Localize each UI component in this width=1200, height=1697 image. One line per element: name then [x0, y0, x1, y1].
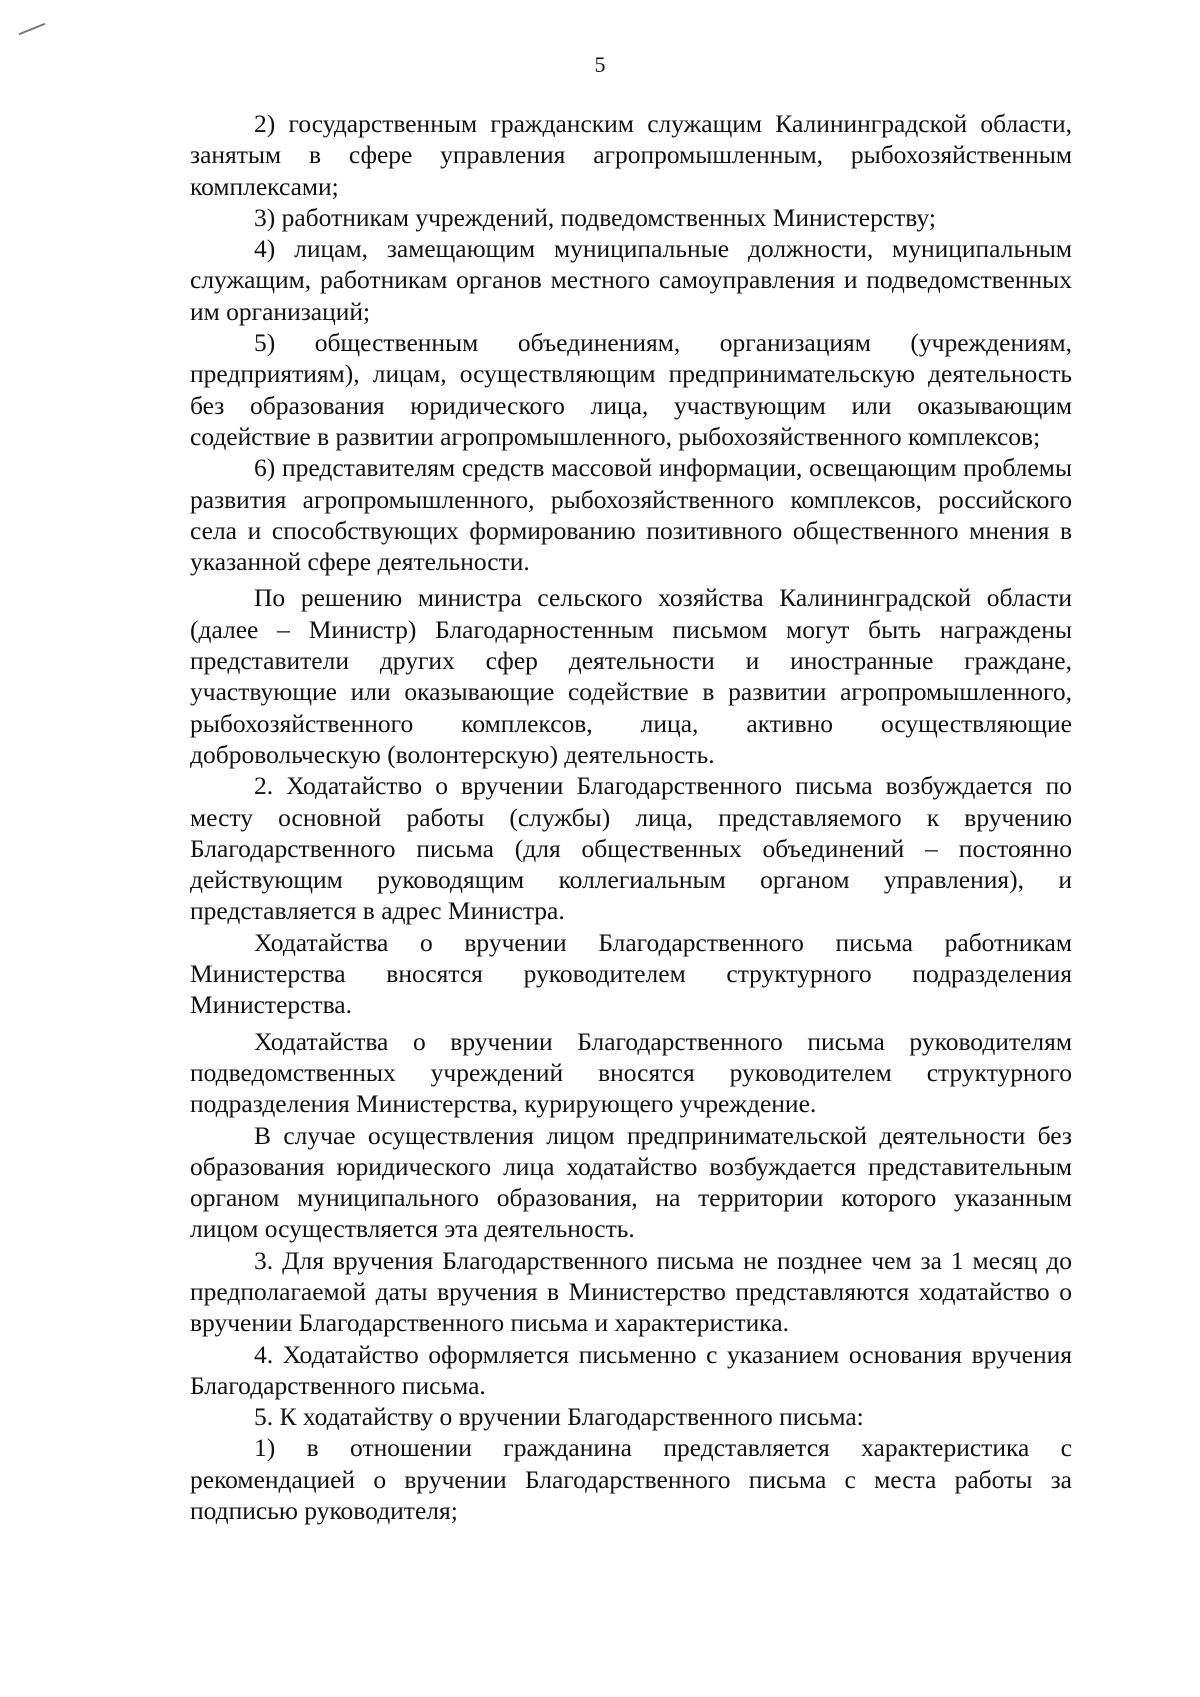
- paragraph-item-4: 4) лицам, замещающим муниципальные должности, муниципальным служащим, работникам органов местного самоуправления и подведомственных им организаций;: [190, 234, 1072, 326]
- paragraph-item-3: 3) работникам учреждений, подведомственных Министерству;: [254, 202, 936, 232]
- paragraph-item-6: 6) представителям средств массовой информации, освещающим проблемы развития агропромышленного, рыбохозяйственного комплексов, российского села и способствующих формированию позитивного общественного мнения в указанной сфере деятельности.: [190, 453, 1072, 577]
- paragraph-ministry-employees: Ходатайства о вручении Благодарственного письма работникам Министерства вносятся руководителем структурного подразделения Министерства.: [190, 927, 1072, 1020]
- paragraph-item-2: 2) государственным гражданским служащим Калининградской области, занятым в сфере управления агропромышленным, рыбохозяйственным комплексами;: [190, 109, 1072, 201]
- paragraph-item-5: 5) общественным объединениям, организациям (учреждениям, предприятиям), лицам, осуществляющим предпринимательскую деятельность без образования юридического лица, участвующим или оказывающим содействие в развитии агропромышленного, рыбохозяйственного комплексов;: [190, 328, 1072, 451]
- paragraph-section-5: 5. К ходатайству о вручении Благодарственного письма:: [254, 1402, 864, 1432]
- document-body: [190, 108, 1072, 1526]
- paragraph-section-2: 2. Ходатайство о вручении Благодарственного письма возбуждается по месту основной работы (службы) лица, представляемого к вручению Благодарственного письма (для общественных объединений – постоянно действующим руководящим коллегиальным органом управления), и представляется в адрес Министра.: [190, 771, 1072, 926]
- scan-mark: [19, 23, 46, 35]
- paragraph-entrepreneur: В случае осуществления лицом предпринимательской деятельности без образования юридического лица ходатайство возбуждается представительным органом муниципального образования, на территории которого указанным лицом осуществляется эта деятельность.: [190, 1120, 1072, 1244]
- paragraph-section-3: 3. Для вручения Благодарственного письма не позднее чем за 1 месяц до предполагаемой даты вручения в Министерство представляются ходатайство о вручении Благодарственного письма и характеристика.: [190, 1245, 1072, 1338]
- paragraph-minister-decision: По решению министра сельского хозяйства Калининградской области (далее – Министр) Благодарностенным письмом могут быть награждены представители других сфер деятельности и иностранные граждане, участвующие или оказывающие содействие в развитии агропромышленного, рыбохозяйственного комплексов, лица, активно осуществляющие добровольческую (волонтерскую) деятельность.: [190, 583, 1072, 769]
- paragraph-section-4: 4. Ходатайство оформляется письменно с указанием основания вручения Благодарственного письма.: [190, 1339, 1072, 1400]
- paragraph-section-5-item-1: 1) в отношении гражданина представляется характеристика с рекомендацией о вручении Благодарственного письма с места работы за подписью руководителя;: [190, 1433, 1072, 1526]
- page-number: 5: [594, 52, 606, 77]
- paragraph-subordinate-heads: Ходатайства о вручении Благодарственного письма руководителям подведомственных учреждений вносятся руководителем структурного подразделения Министерства, курирующего учреждение.: [190, 1026, 1072, 1119]
